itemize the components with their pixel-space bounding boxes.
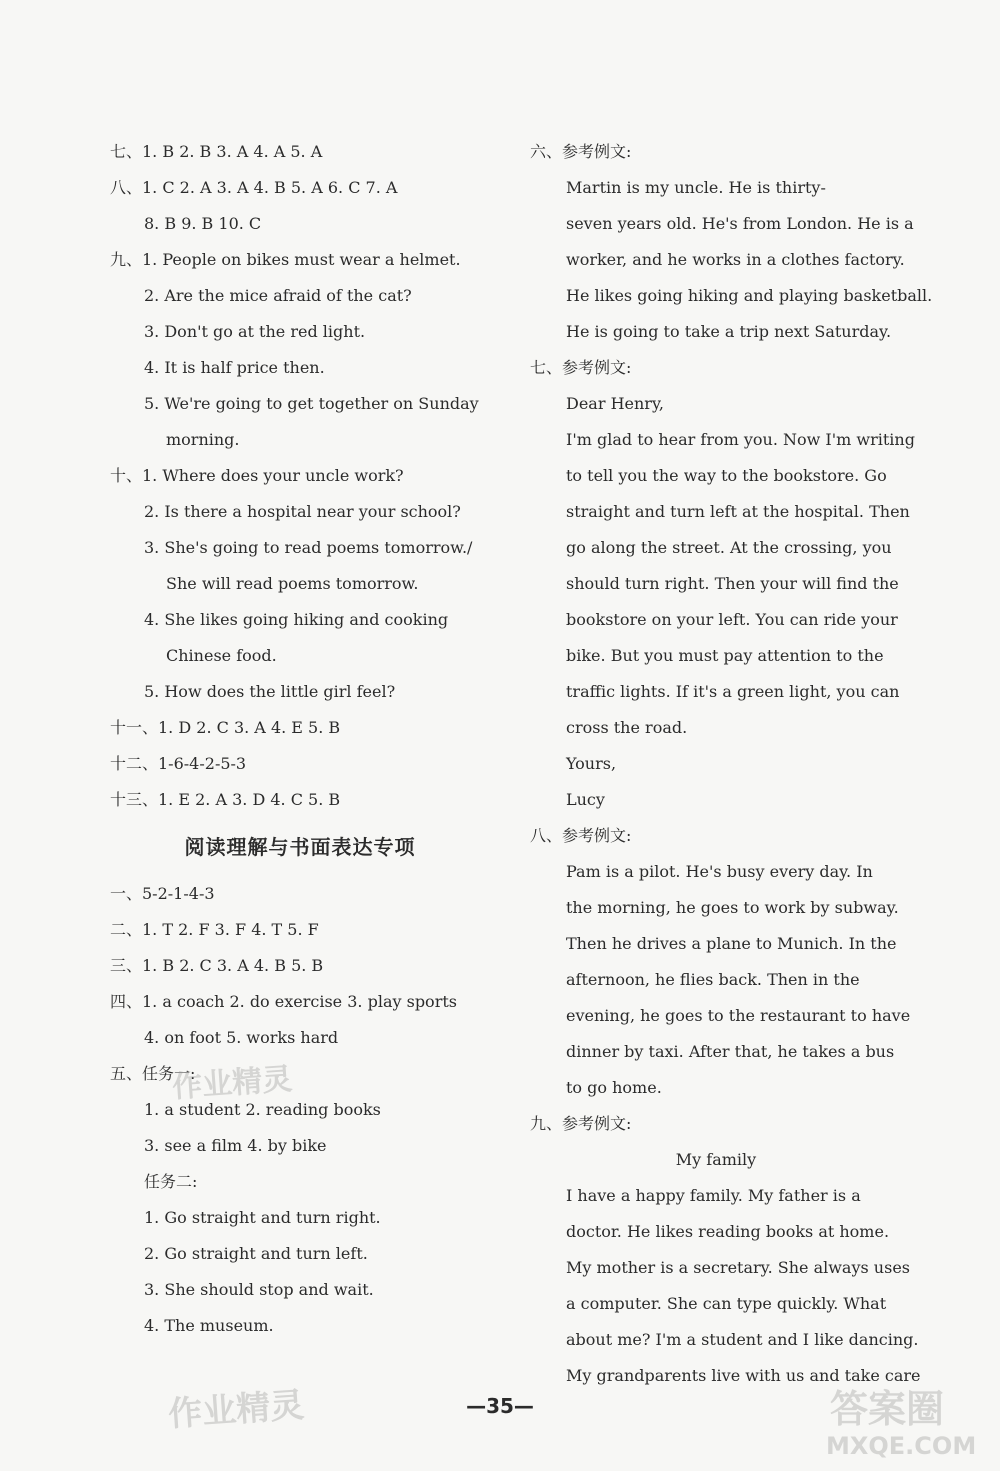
watermark: 答案圈 bbox=[830, 1387, 945, 1431]
essay-line: Lucy bbox=[566, 790, 605, 809]
answer-line: 五、任务一: bbox=[110, 1064, 196, 1083]
essay-line: I have a happy family. My father is a bbox=[566, 1186, 861, 1205]
answer-line: 十、1. Where does your uncle work? bbox=[110, 466, 404, 485]
answer-line: She will read poems tomorrow. bbox=[166, 574, 419, 593]
answer-line: 1. Go straight and turn right. bbox=[144, 1208, 381, 1227]
answer-line: 4. She likes going hiking and cooking bbox=[144, 610, 449, 629]
essay-line: to go home. bbox=[566, 1078, 662, 1097]
answer-heading: 九、参考例文: bbox=[530, 1114, 632, 1133]
answer-line: 四、1. a coach 2. do exercise 3. play sports bbox=[110, 992, 457, 1011]
answer-heading: 七、参考例文: bbox=[530, 358, 632, 377]
essay-line: dinner by taxi. After that, he takes a bus bbox=[566, 1042, 895, 1061]
answer-line: 3. She should stop and wait. bbox=[144, 1280, 374, 1299]
answer-line: 三、1. B 2. C 3. A 4. B 5. B bbox=[110, 956, 324, 975]
answer-line: 3. see a film 4. by bike bbox=[144, 1136, 327, 1155]
essay-line: to tell you the way to the bookstore. Go bbox=[566, 466, 887, 485]
essay-line: He likes going hiking and playing basketball. bbox=[566, 286, 933, 305]
answer-line: 1. a student 2. reading books bbox=[144, 1100, 381, 1119]
essay-line: straight and turn left at the hospital. Then bbox=[566, 502, 910, 521]
essay-line: about me? I'm a student and I like dancing. bbox=[566, 1330, 919, 1349]
answer-line: 4. The museum. bbox=[144, 1316, 274, 1335]
essay-line: afternoon, he flies back. Then in the bbox=[566, 970, 860, 989]
answer-line: 3. Don't go at the red light. bbox=[144, 322, 366, 341]
answer-line: 2. Is there a hospital near your school? bbox=[144, 502, 461, 521]
right-column bbox=[530, 134, 933, 1394]
answer-line: Chinese food. bbox=[166, 646, 277, 665]
answer-heading: 八、参考例文: bbox=[530, 826, 632, 845]
answer-line: 8. B 9. B 10. C bbox=[144, 214, 262, 233]
essay-line: a computer. She can type quickly. What bbox=[566, 1294, 887, 1313]
essay-line: My grandparents live with us and take care bbox=[566, 1366, 921, 1385]
essay-line: Pam is a pilot. He's busy every day. In bbox=[566, 862, 873, 881]
answer-line: 任务二: bbox=[144, 1172, 198, 1191]
essay-line: Yours, bbox=[566, 754, 617, 773]
answer-line: 十三、1. E 2. A 3. D 4. C 5. B bbox=[110, 790, 341, 809]
answer-line: 2. Are the mice afraid of the cat? bbox=[144, 286, 412, 305]
essay-line: bookstore on your left. You can ride your bbox=[566, 610, 898, 629]
essay-line: should turn right. Then your will find the bbox=[566, 574, 899, 593]
essay-title: My family bbox=[675, 1150, 757, 1169]
answer-line: 八、1. C 2. A 3. A 4. B 5. A 6. C 7. A bbox=[110, 178, 398, 197]
essay-line: He is going to take a trip next Saturday. bbox=[566, 322, 892, 341]
essay-line: Martin is my uncle. He is thirty- bbox=[566, 178, 826, 197]
watermark: 作业精灵 bbox=[167, 1385, 306, 1435]
answer-line: 二、1. T 2. F 3. F 4. T 5. F bbox=[110, 920, 319, 939]
left-column bbox=[110, 134, 490, 1344]
essay-line: I'm glad to hear from you. Now I'm writing bbox=[566, 430, 915, 449]
answer-line: 2. Go straight and turn left. bbox=[144, 1244, 368, 1263]
essay-line: Dear Henry, bbox=[566, 394, 664, 413]
essay-line: evening, he goes to the restaurant to have bbox=[566, 1006, 911, 1025]
essay-line: cross the road. bbox=[566, 718, 688, 737]
watermark: 作业精灵 bbox=[171, 1061, 294, 1106]
essay-line: My mother is a secretary. She always uses bbox=[566, 1258, 910, 1277]
answer-line: 十一、1. D 2. C 3. A 4. E 5. B bbox=[110, 718, 341, 737]
answer-line: 3. She's going to read poems tomorrow./ bbox=[144, 538, 473, 557]
answer-line: 九、1. People on bikes must wear a helmet. bbox=[110, 250, 461, 269]
answer-line: 4. on foot 5. works hard bbox=[144, 1028, 339, 1047]
answer-line: 5. How does the little girl feel? bbox=[144, 682, 396, 701]
essay-line: traffic lights. If it's a green light, you can bbox=[566, 682, 900, 701]
essay-line: seven years old. He's from London. He is a bbox=[566, 214, 914, 233]
answer-line: 七、1. B 2. B 3. A 4. A 5. A bbox=[110, 142, 323, 161]
watermark: MXQE.COM bbox=[826, 1432, 977, 1460]
answer-line: 5. We're going to get together on Sunday bbox=[144, 394, 479, 413]
essay-line: worker, and he works in a clothes factory. bbox=[566, 250, 905, 269]
answer-line: 十二、1-6-4-2-5-3 bbox=[110, 754, 247, 773]
essay-line: the morning, he goes to work by subway. bbox=[566, 898, 899, 917]
answer-line: 一、5-2-1-4-3 bbox=[110, 884, 215, 903]
answer-heading: 六、参考例文: bbox=[530, 142, 632, 161]
answer-line: morning. bbox=[166, 430, 240, 449]
essay-line: go along the street. At the crossing, you bbox=[566, 538, 892, 557]
essay-line: bike. But you must pay attention to the bbox=[566, 646, 884, 665]
page-number: —35— bbox=[466, 1394, 534, 1418]
section-title: 阅读理解与书面表达专项 bbox=[184, 835, 416, 859]
essay-line: doctor. He likes reading books at home. bbox=[566, 1222, 890, 1241]
answer-line: 4. It is half price then. bbox=[144, 358, 325, 377]
essay-line: Then he drives a plane to Munich. In the bbox=[566, 934, 897, 953]
